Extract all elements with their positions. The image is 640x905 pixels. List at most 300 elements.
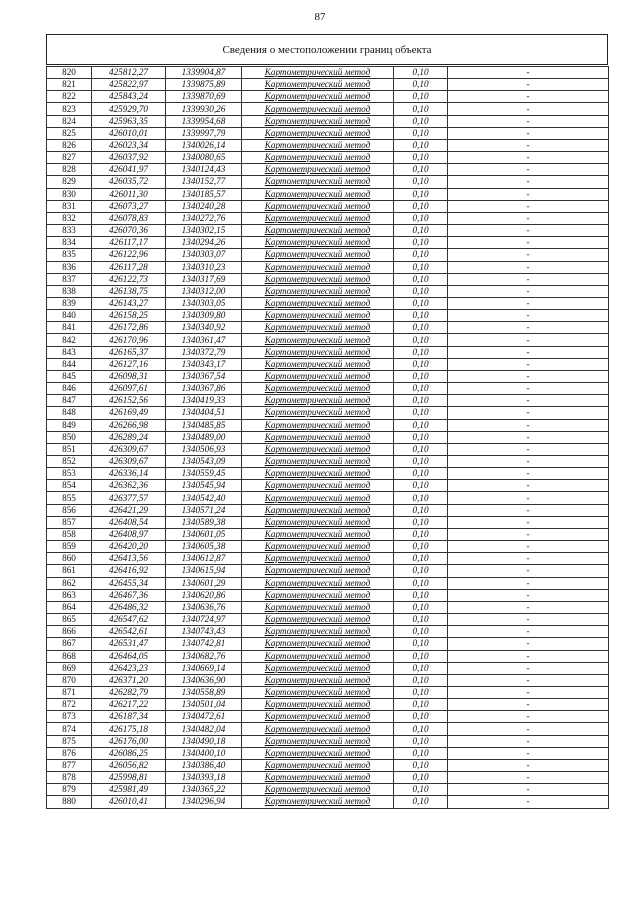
table-row	[47, 516, 609, 528]
point-number-cell: 871	[47, 686, 92, 698]
table-row	[47, 237, 609, 249]
accuracy-cell: 0,10	[394, 735, 448, 747]
accuracy-cell: 0,10	[394, 370, 448, 382]
method-cell: Картометрический метод	[242, 674, 394, 686]
y-coordinate-cell: 1340309,80	[166, 310, 242, 322]
note-cell: -	[448, 601, 609, 613]
x-coordinate-cell: 426056,82	[92, 759, 166, 771]
y-coordinate-cell: 1340124,43	[166, 164, 242, 176]
method-cell: Картометрический метод	[242, 261, 394, 273]
x-coordinate-cell: 426127,16	[92, 358, 166, 370]
method-cell: Картометрический метод	[242, 212, 394, 224]
table-row	[47, 443, 609, 455]
y-coordinate-cell: 1340559,45	[166, 468, 242, 480]
method-cell: Картометрический метод	[242, 443, 394, 455]
note-cell: -	[448, 759, 609, 771]
point-number-cell: 843	[47, 346, 92, 358]
x-coordinate-cell: 426289,24	[92, 431, 166, 443]
accuracy-cell: 0,10	[394, 443, 448, 455]
note-cell: -	[448, 443, 609, 455]
y-coordinate-cell: 1340545,94	[166, 480, 242, 492]
x-coordinate-cell: 426152,56	[92, 395, 166, 407]
note-cell: -	[448, 662, 609, 674]
y-coordinate-cell: 1340742,81	[166, 638, 242, 650]
method-cell: Картометрический метод	[242, 79, 394, 91]
point-number-cell: 845	[47, 370, 92, 382]
accuracy-cell: 0,10	[394, 395, 448, 407]
table-row	[47, 103, 609, 115]
y-coordinate-cell: 1340152,77	[166, 176, 242, 188]
note-cell: -	[448, 249, 609, 261]
x-coordinate-cell: 426086,25	[92, 747, 166, 759]
table-row	[47, 662, 609, 674]
note-cell: -	[448, 200, 609, 212]
table-row	[47, 395, 609, 407]
note-cell: -	[448, 674, 609, 686]
point-number-cell: 848	[47, 407, 92, 419]
table-row	[47, 127, 609, 139]
method-cell: Картометрический метод	[242, 784, 394, 796]
point-number-cell: 821	[47, 79, 92, 91]
point-number-cell: 866	[47, 626, 92, 638]
accuracy-cell: 0,10	[394, 261, 448, 273]
table-row	[47, 589, 609, 601]
y-coordinate-cell: 1340485,85	[166, 419, 242, 431]
note-cell: -	[448, 699, 609, 711]
point-number-cell: 834	[47, 237, 92, 249]
note-cell: -	[448, 370, 609, 382]
accuracy-cell: 0,10	[394, 480, 448, 492]
x-coordinate-cell: 426217,22	[92, 699, 166, 711]
method-cell: Картометрический метод	[242, 176, 394, 188]
note-cell: -	[448, 273, 609, 285]
accuracy-cell: 0,10	[394, 249, 448, 261]
note-cell: -	[448, 115, 609, 127]
x-coordinate-cell: 426266,98	[92, 419, 166, 431]
point-number-cell: 858	[47, 528, 92, 540]
accuracy-cell: 0,10	[394, 407, 448, 419]
table-row	[47, 796, 609, 808]
x-coordinate-cell: 426073,27	[92, 200, 166, 212]
method-cell: Картометрический метод	[242, 686, 394, 698]
point-number-cell: 826	[47, 139, 92, 151]
method-cell: Картометрический метод	[242, 285, 394, 297]
method-cell: Картометрический метод	[242, 735, 394, 747]
accuracy-cell: 0,10	[394, 796, 448, 808]
x-coordinate-cell: 426362,36	[92, 480, 166, 492]
method-cell: Картометрический метод	[242, 115, 394, 127]
accuracy-cell: 0,10	[394, 200, 448, 212]
table-row	[47, 67, 609, 79]
table-row	[47, 565, 609, 577]
y-coordinate-cell: 1340026,14	[166, 139, 242, 151]
accuracy-cell: 0,10	[394, 176, 448, 188]
x-coordinate-cell: 426531,47	[92, 638, 166, 650]
method-cell: Картометрический метод	[242, 370, 394, 382]
method-cell: Картометрический метод	[242, 796, 394, 808]
method-cell: Картометрический метод	[242, 419, 394, 431]
point-number-cell: 859	[47, 541, 92, 553]
accuracy-cell: 0,10	[394, 504, 448, 516]
accuracy-cell: 0,10	[394, 516, 448, 528]
note-cell: -	[448, 711, 609, 723]
point-number-cell: 875	[47, 735, 92, 747]
accuracy-cell: 0,10	[394, 103, 448, 115]
note-cell: -	[448, 723, 609, 735]
x-coordinate-cell: 426041,97	[92, 164, 166, 176]
table-row	[47, 504, 609, 516]
method-cell: Картометрический метод	[242, 504, 394, 516]
y-coordinate-cell: 1340372,79	[166, 346, 242, 358]
y-coordinate-cell: 1340489,00	[166, 431, 242, 443]
x-coordinate-cell: 426467,36	[92, 589, 166, 601]
x-coordinate-cell: 426165,37	[92, 346, 166, 358]
x-coordinate-cell: 426371,20	[92, 674, 166, 686]
y-coordinate-cell: 1339875,89	[166, 79, 242, 91]
point-number-cell: 867	[47, 638, 92, 650]
table-row	[47, 686, 609, 698]
table-row	[47, 759, 609, 771]
accuracy-cell: 0,10	[394, 638, 448, 650]
note-cell: -	[448, 528, 609, 540]
y-coordinate-cell: 1339870,69	[166, 91, 242, 103]
x-coordinate-cell: 426187,34	[92, 711, 166, 723]
table-row	[47, 480, 609, 492]
accuracy-cell: 0,10	[394, 528, 448, 540]
point-number-cell: 854	[47, 480, 92, 492]
note-cell: -	[448, 164, 609, 176]
y-coordinate-cell: 1340558,89	[166, 686, 242, 698]
table-row	[47, 735, 609, 747]
note-cell: -	[448, 285, 609, 297]
y-coordinate-cell: 1340080,65	[166, 152, 242, 164]
point-number-cell: 840	[47, 310, 92, 322]
y-coordinate-cell: 1340743,43	[166, 626, 242, 638]
y-coordinate-cell: 1340636,76	[166, 601, 242, 613]
x-coordinate-cell: 426423,23	[92, 662, 166, 674]
table-row	[47, 188, 609, 200]
method-cell: Картометрический метод	[242, 188, 394, 200]
x-coordinate-cell: 426408,97	[92, 528, 166, 540]
x-coordinate-cell: 426282,79	[92, 686, 166, 698]
note-cell: -	[448, 516, 609, 528]
x-coordinate-cell: 426176,00	[92, 735, 166, 747]
method-cell: Картометрический метод	[242, 772, 394, 784]
accuracy-cell: 0,10	[394, 139, 448, 151]
x-coordinate-cell: 426122,73	[92, 273, 166, 285]
x-coordinate-cell: 426377,57	[92, 492, 166, 504]
method-cell: Картометрический метод	[242, 407, 394, 419]
x-coordinate-cell: 426413,56	[92, 553, 166, 565]
y-coordinate-cell: 1340472,61	[166, 711, 242, 723]
point-number-cell: 849	[47, 419, 92, 431]
accuracy-cell: 0,10	[394, 601, 448, 613]
note-cell: -	[448, 176, 609, 188]
point-number-cell: 864	[47, 601, 92, 613]
point-number-cell: 862	[47, 577, 92, 589]
table-row	[47, 674, 609, 686]
x-coordinate-cell: 426158,25	[92, 310, 166, 322]
table-row	[47, 297, 609, 309]
note-cell: -	[448, 139, 609, 151]
y-coordinate-cell: 1340367,86	[166, 383, 242, 395]
x-coordinate-cell: 426138,75	[92, 285, 166, 297]
note-cell: -	[448, 541, 609, 553]
point-number-cell: 838	[47, 285, 92, 297]
method-cell: Картометрический метод	[242, 67, 394, 79]
note-cell: -	[448, 127, 609, 139]
point-number-cell: 847	[47, 395, 92, 407]
method-cell: Картометрический метод	[242, 200, 394, 212]
method-cell: Картометрический метод	[242, 310, 394, 322]
point-number-cell: 860	[47, 553, 92, 565]
point-number-cell: 833	[47, 225, 92, 237]
point-number-cell: 873	[47, 711, 92, 723]
table-row	[47, 723, 609, 735]
accuracy-cell: 0,10	[394, 711, 448, 723]
method-cell: Картометрический метод	[242, 322, 394, 334]
table-row	[47, 747, 609, 759]
point-number-cell: 855	[47, 492, 92, 504]
y-coordinate-cell: 1340636,90	[166, 674, 242, 686]
accuracy-cell: 0,10	[394, 91, 448, 103]
accuracy-cell: 0,10	[394, 79, 448, 91]
method-cell: Картометрический метод	[242, 431, 394, 443]
table-row	[47, 285, 609, 297]
point-number-cell: 878	[47, 772, 92, 784]
note-cell: -	[448, 67, 609, 79]
note-cell: -	[448, 492, 609, 504]
point-number-cell: 844	[47, 358, 92, 370]
table-row	[47, 346, 609, 358]
method-cell: Картометрический метод	[242, 249, 394, 261]
point-number-cell: 853	[47, 468, 92, 480]
table-row	[47, 370, 609, 382]
method-cell: Картометрический метод	[242, 127, 394, 139]
point-number-cell: 870	[47, 674, 92, 686]
method-cell: Картометрический метод	[242, 139, 394, 151]
y-coordinate-cell: 1340542,40	[166, 492, 242, 504]
note-cell: -	[448, 383, 609, 395]
table-row	[47, 310, 609, 322]
x-coordinate-cell: 425843,24	[92, 91, 166, 103]
accuracy-cell: 0,10	[394, 614, 448, 626]
y-coordinate-cell: 1340310,23	[166, 261, 242, 273]
x-coordinate-cell: 426117,28	[92, 261, 166, 273]
y-coordinate-cell: 1340240,28	[166, 200, 242, 212]
x-coordinate-cell: 426169,49	[92, 407, 166, 419]
note-cell: -	[448, 614, 609, 626]
y-coordinate-cell: 1340506,93	[166, 443, 242, 455]
note-cell: -	[448, 188, 609, 200]
accuracy-cell: 0,10	[394, 759, 448, 771]
note-cell: -	[448, 650, 609, 662]
point-number-cell: 836	[47, 261, 92, 273]
method-cell: Картометрический метод	[242, 759, 394, 771]
note-cell: -	[448, 735, 609, 747]
y-coordinate-cell: 1340302,15	[166, 225, 242, 237]
x-coordinate-cell: 426455,34	[92, 577, 166, 589]
method-cell: Картометрический метод	[242, 346, 394, 358]
x-coordinate-cell: 425981,49	[92, 784, 166, 796]
table-row	[47, 261, 609, 273]
note-cell: -	[448, 504, 609, 516]
y-coordinate-cell: 1340185,57	[166, 188, 242, 200]
note-cell: -	[448, 79, 609, 91]
method-cell: Картометрический метод	[242, 589, 394, 601]
method-cell: Картометрический метод	[242, 516, 394, 528]
y-coordinate-cell: 1340343,17	[166, 358, 242, 370]
accuracy-cell: 0,10	[394, 346, 448, 358]
x-coordinate-cell: 426309,67	[92, 456, 166, 468]
point-number-cell: 872	[47, 699, 92, 711]
method-cell: Картометрический метод	[242, 103, 394, 115]
accuracy-cell: 0,10	[394, 285, 448, 297]
y-coordinate-cell: 1340601,29	[166, 577, 242, 589]
table-row	[47, 407, 609, 419]
accuracy-cell: 0,10	[394, 553, 448, 565]
accuracy-cell: 0,10	[394, 772, 448, 784]
note-cell: -	[448, 152, 609, 164]
y-coordinate-cell: 1340340,92	[166, 322, 242, 334]
y-coordinate-cell: 1340620,86	[166, 589, 242, 601]
accuracy-cell: 0,10	[394, 468, 448, 480]
accuracy-cell: 0,10	[394, 127, 448, 139]
method-cell: Картометрический метод	[242, 577, 394, 589]
table-row	[47, 152, 609, 164]
note-cell: -	[448, 565, 609, 577]
table-row	[47, 541, 609, 553]
x-coordinate-cell: 426416,92	[92, 565, 166, 577]
x-coordinate-cell: 426143,27	[92, 297, 166, 309]
y-coordinate-cell: 1340303,07	[166, 249, 242, 261]
table-header	[46, 34, 608, 65]
method-cell: Картометрический метод	[242, 662, 394, 674]
y-coordinate-cell: 1340361,47	[166, 334, 242, 346]
method-cell: Картометрический метод	[242, 164, 394, 176]
y-coordinate-cell: 1340294,26	[166, 237, 242, 249]
x-coordinate-cell: 426464,05	[92, 650, 166, 662]
table-row	[47, 711, 609, 723]
method-cell: Картометрический метод	[242, 395, 394, 407]
note-cell: -	[448, 747, 609, 759]
note-cell: -	[448, 577, 609, 589]
x-coordinate-cell: 426097,61	[92, 383, 166, 395]
point-number-cell: 857	[47, 516, 92, 528]
note-cell: -	[448, 395, 609, 407]
note-cell: -	[448, 297, 609, 309]
y-coordinate-cell: 1340272,76	[166, 212, 242, 224]
x-coordinate-cell: 426011,30	[92, 188, 166, 200]
point-number-cell: 841	[47, 322, 92, 334]
x-coordinate-cell: 426547,62	[92, 614, 166, 626]
note-cell: -	[448, 480, 609, 492]
note-cell: -	[448, 334, 609, 346]
x-coordinate-cell: 425963,35	[92, 115, 166, 127]
note-cell: -	[448, 358, 609, 370]
x-coordinate-cell: 425929,70	[92, 103, 166, 115]
y-coordinate-cell: 1340589,38	[166, 516, 242, 528]
y-coordinate-cell: 1340669,14	[166, 662, 242, 674]
point-number-cell: 869	[47, 662, 92, 674]
method-cell: Картометрический метод	[242, 565, 394, 577]
method-cell: Картометрический метод	[242, 699, 394, 711]
point-number-cell: 880	[47, 796, 92, 808]
note-cell: -	[448, 407, 609, 419]
table-body	[47, 67, 609, 809]
table-row	[47, 772, 609, 784]
point-number-cell: 863	[47, 589, 92, 601]
accuracy-cell: 0,10	[394, 686, 448, 698]
note-cell: -	[448, 626, 609, 638]
table-row	[47, 139, 609, 151]
y-coordinate-cell: 1339954,68	[166, 115, 242, 127]
y-coordinate-cell: 1340393,18	[166, 772, 242, 784]
point-number-cell: 850	[47, 431, 92, 443]
x-coordinate-cell: 425822,97	[92, 79, 166, 91]
accuracy-cell: 0,10	[394, 358, 448, 370]
method-cell: Картометрический метод	[242, 456, 394, 468]
method-cell: Картометрический метод	[242, 747, 394, 759]
y-coordinate-cell: 1340312,00	[166, 285, 242, 297]
accuracy-cell: 0,10	[394, 188, 448, 200]
point-number-cell: 846	[47, 383, 92, 395]
x-coordinate-cell: 426117,17	[92, 237, 166, 249]
note-cell: -	[448, 322, 609, 334]
note-cell: -	[448, 237, 609, 249]
x-coordinate-cell: 426037,92	[92, 152, 166, 164]
accuracy-cell: 0,10	[394, 297, 448, 309]
accuracy-cell: 0,10	[394, 747, 448, 759]
y-coordinate-cell: 1340612,87	[166, 553, 242, 565]
note-cell: -	[448, 310, 609, 322]
method-cell: Картометрический метод	[242, 553, 394, 565]
point-number-cell: 823	[47, 103, 92, 115]
y-coordinate-cell: 1340601,05	[166, 528, 242, 540]
x-coordinate-cell: 426421,29	[92, 504, 166, 516]
y-coordinate-cell: 1340303,05	[166, 297, 242, 309]
x-coordinate-cell: 426420,20	[92, 541, 166, 553]
note-cell: -	[448, 456, 609, 468]
y-coordinate-cell: 1340682,76	[166, 650, 242, 662]
table-title: Сведения о местоположении границ объекта	[222, 43, 432, 56]
accuracy-cell: 0,10	[394, 541, 448, 553]
table-row	[47, 784, 609, 796]
y-coordinate-cell: 1340605,38	[166, 541, 242, 553]
accuracy-cell: 0,10	[394, 492, 448, 504]
note-cell: -	[448, 419, 609, 431]
y-coordinate-cell: 1340400,10	[166, 747, 242, 759]
table-row	[47, 456, 609, 468]
x-coordinate-cell: 426078,83	[92, 212, 166, 224]
accuracy-cell: 0,10	[394, 273, 448, 285]
note-cell: -	[448, 686, 609, 698]
accuracy-cell: 0,10	[394, 225, 448, 237]
table-row	[47, 79, 609, 91]
point-number-cell: 835	[47, 249, 92, 261]
y-coordinate-cell: 1340482,04	[166, 723, 242, 735]
note-cell: -	[448, 212, 609, 224]
x-coordinate-cell: 426542,61	[92, 626, 166, 638]
accuracy-cell: 0,10	[394, 784, 448, 796]
x-coordinate-cell: 426010,41	[92, 796, 166, 808]
table-row	[47, 431, 609, 443]
table-row	[47, 699, 609, 711]
accuracy-cell: 0,10	[394, 383, 448, 395]
y-coordinate-cell: 1340419,33	[166, 395, 242, 407]
table-row	[47, 650, 609, 662]
table-row	[47, 419, 609, 431]
